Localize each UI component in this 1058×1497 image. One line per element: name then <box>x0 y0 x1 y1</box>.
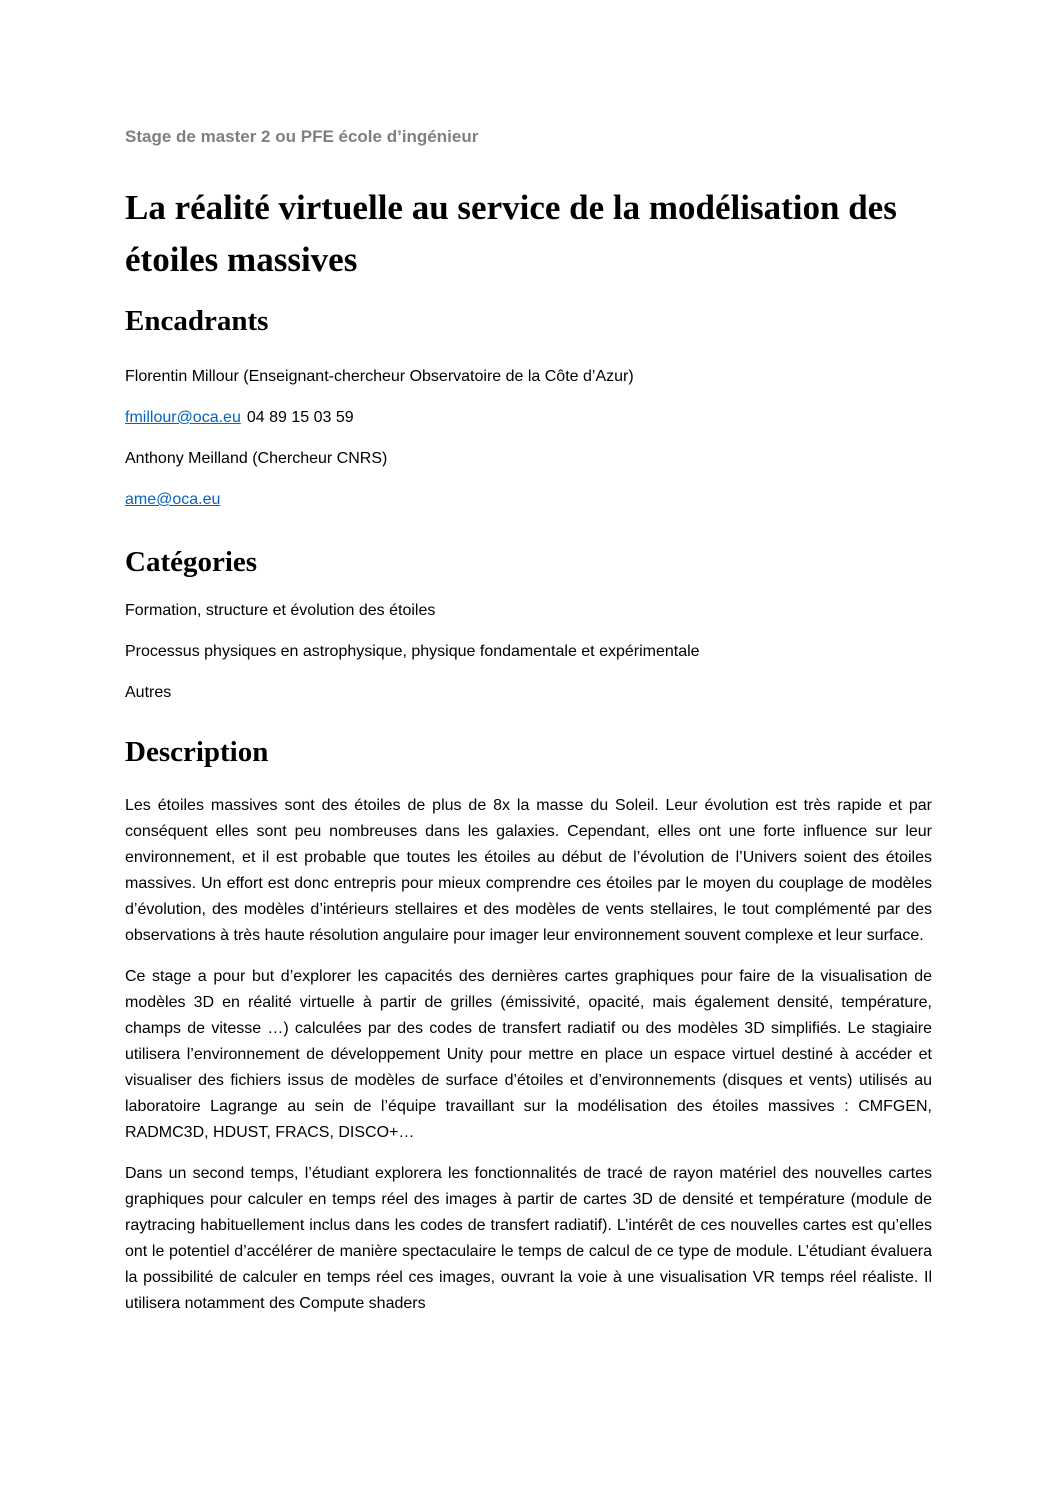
document-content <box>125 0 932 1332</box>
email-link-fmillour[interactable]: fmillour@oca.eu <box>125 409 241 426</box>
document-kicker: Stage de master 2 ou PFE école d’ingénieur <box>125 127 479 146</box>
section-heading-categories: Catégories <box>125 546 258 578</box>
phone-number: 04 89 15 03 59 <box>246 409 354 426</box>
supervisor-2: Anthony Meilland (Chercheur CNRS) <box>125 450 388 467</box>
category-item: Processus physiques en astrophysique, physique fondamentale et expérimentale <box>125 643 700 660</box>
description-paragraph: Ce stage a pour but d’explorer les capacités des dernières cartes graphiques pour faire de la visualisation de modèles 3D en réalité virtuelle à partir de grilles (émissivité, opacité, mais également densité, température, champs de vitesse …) calculées par des codes de transfert radiatif ou des modèles 3D simplifiés. Le stagiaire utilisera l’environnement de développement Unity pour mettre en place un espace virtuel destiné à accéder et visualiser des fichiers issus de modèles de surface d’étoiles et d’environnements (disques et vents) utilisés au laboratoire Lagrange au sein de l’équipe travaillant sur la modélisation des étoiles massives : CMFGEN, RADMC3D, HDUST, FRACS, DISCO+… <box>125 968 932 1141</box>
page-title: La réalité virtuelle au service de la modélisation des étoiles massives <box>125 188 897 279</box>
section-heading-encadrants: Encadrants <box>125 305 269 337</box>
description-paragraph: Dans un second temps, l’étudiant explorera les fonctionnalités de tracé de rayon matériel des nouvelles cartes graphiques pour calculer en temps réel des images à partir de cartes 3D de densité et température (module de raytracing habituellement inclus dans les codes de transfert radiatif). L’intérêt de ces nouvelles cartes est qu’elles ont le potentiel d’accélérer de manière spectaculaire le temps de calcul de ce type de module. L’étudiant évaluera la possibilité de calculer en temps réel ces images, ouvrant la voie à une visualisation VR temps réel réaliste. Il utilisera notamment des Compute shaders <box>125 1165 932 1312</box>
contact-line-2 <box>125 487 932 513</box>
section-heading-description: Description <box>125 736 269 768</box>
email-link-ame[interactable]: ame@oca.eu <box>125 491 221 508</box>
contact-line-1 <box>125 405 932 431</box>
description-paragraph: Les étoiles massives sont des étoiles de plus de 8x la masse du Soleil. Leur évolution est très rapide et par conséquent elles sont peu nombreuses dans les galaxies. Cependant, elles ont une forte influence sur leur environnement, et il est probable que toutes les étoiles au début de l’évolution de l’Univers soient des étoiles massives. Un effort est donc entrepris pour mieux comprendre ces étoiles par le moyen du couplage de modèles d’évolution, des modèles d’intérieurs stellaires et des modèles de vents stellaires, le tout complémenté par des observations à très haute résolution angulaire pour imager leur environnement souvent complexe et leur surface. <box>125 797 932 944</box>
supervisor-1: Florentin Millour (Enseignant-chercheur Observatoire de la Côte d’Azur) <box>125 368 634 385</box>
category-item: Autres <box>125 684 172 701</box>
category-item: Formation, structure et évolution des étoiles <box>125 602 436 619</box>
